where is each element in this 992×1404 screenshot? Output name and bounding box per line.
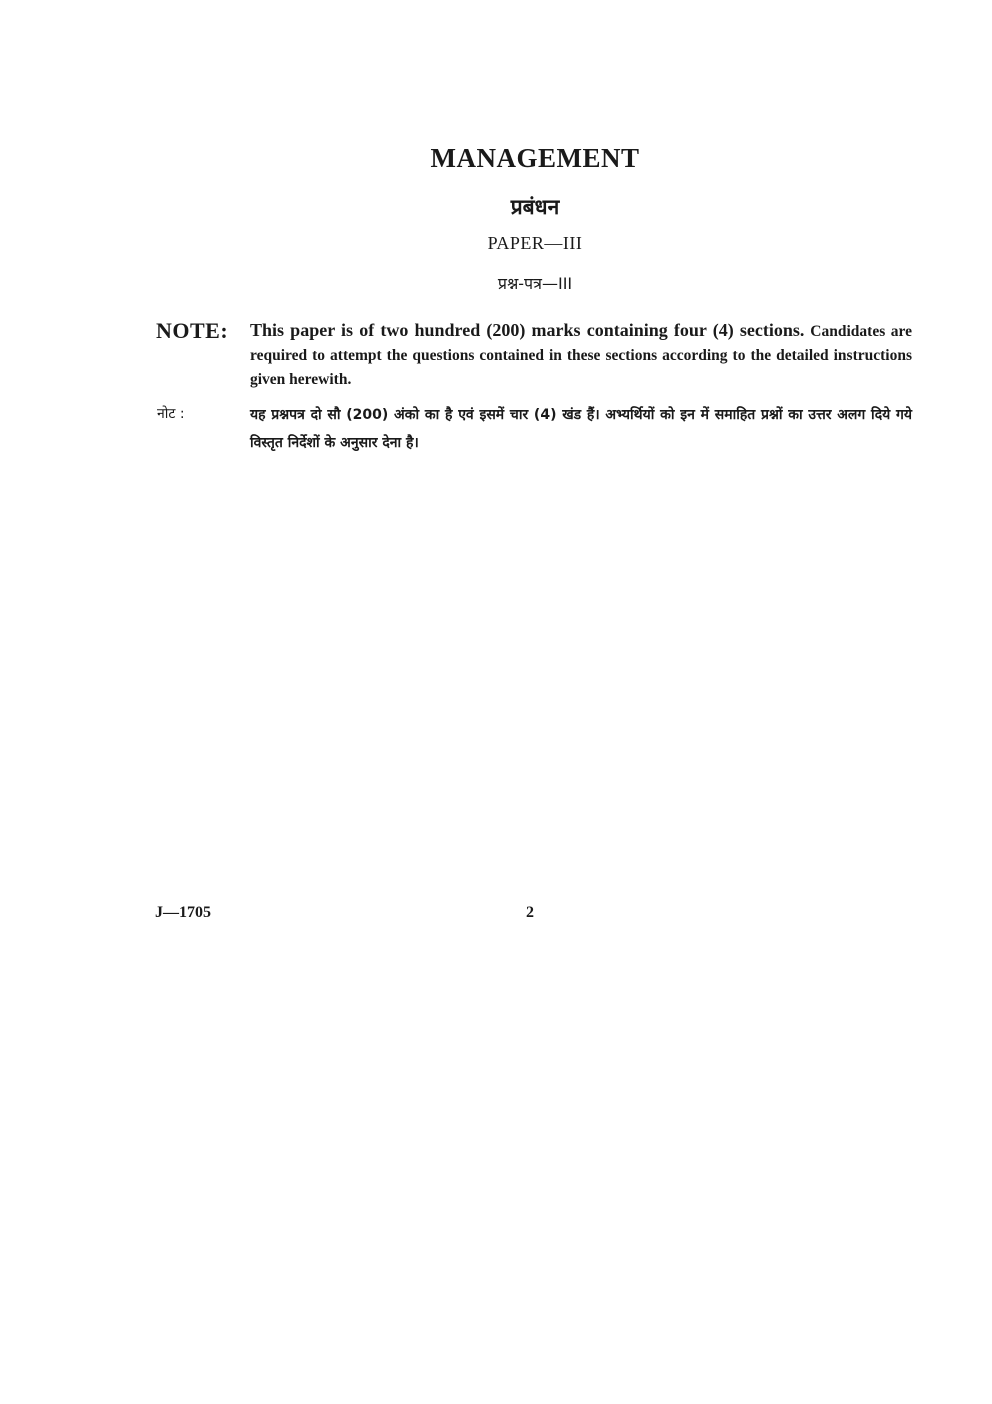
page-number: 2 bbox=[526, 904, 534, 921]
note-text-first-line: This paper is of two hundred (200) marks containing four (4) sections. bbox=[250, 320, 805, 340]
note-text-rest: Candidates are required to attempt the questions contained in these sections according to the detailed instructions given herewith. bbox=[250, 323, 913, 388]
subject-title-hindi: प्रबंधन bbox=[510, 195, 560, 219]
paper-number-hindi: प्रश्न-पत्र—III bbox=[497, 274, 573, 293]
paper-number: PAPER—III bbox=[487, 233, 583, 253]
note-text-hindi: यह प्रश्नपत्र दो सौ (200) अंको का है एवं इसमें चार (4) खंड हैं। अभ्यर्थियों को इन में समाहित प्रश्नों का उत्तर अलग दिये गये विस्तृत निर्देशों के अनुसार देना है। bbox=[250, 407, 912, 451]
note-label-hindi: नोट : bbox=[157, 406, 185, 422]
paper-code: J—1705 bbox=[155, 904, 211, 921]
subject-title: MANAGEMENT bbox=[430, 143, 640, 173]
note-label: NOTE: bbox=[156, 318, 229, 343]
note-text bbox=[250, 319, 912, 391]
